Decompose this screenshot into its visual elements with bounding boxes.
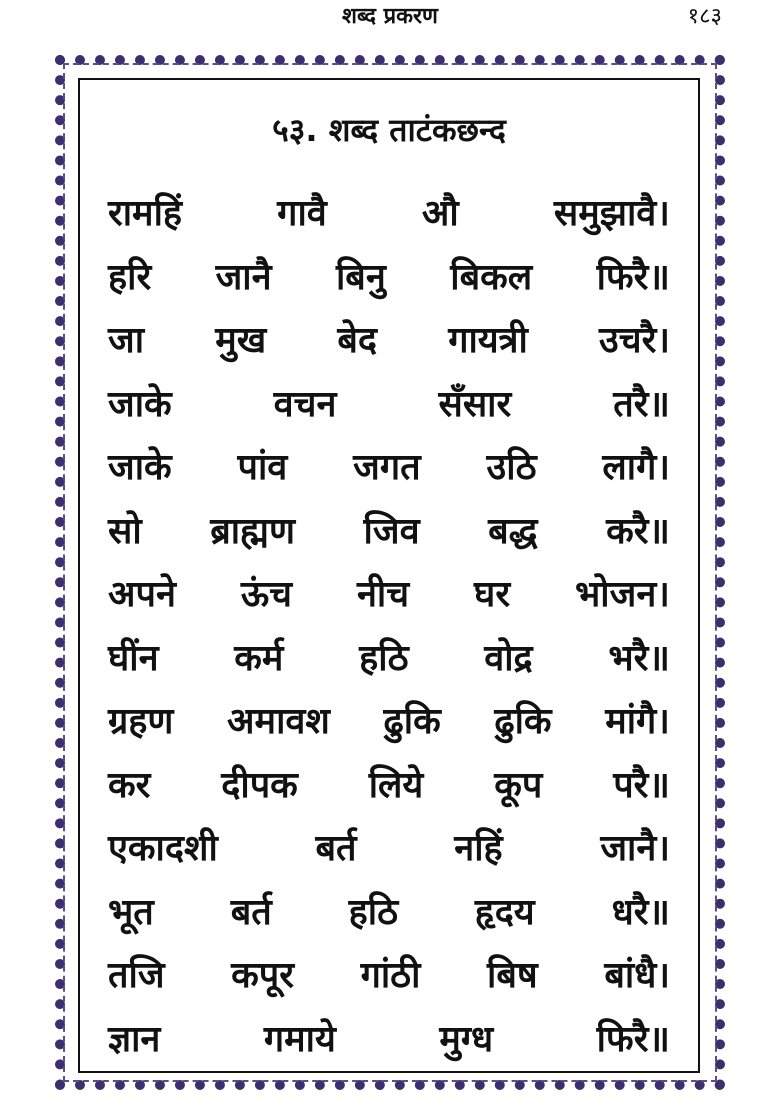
verse-word: औ [421, 193, 459, 235]
verse-word: मुख [215, 320, 267, 362]
verse-block [108, 180, 670, 1069]
verse-line [108, 180, 670, 244]
running-head [0, 0, 780, 30]
verse-word: उचरै। [599, 320, 670, 362]
verse-word: बद्ध [488, 510, 538, 552]
verse-word: कपूर [231, 955, 294, 997]
verse-line [108, 625, 670, 689]
verse-word: जानै। [600, 828, 670, 870]
verse-word: नीच [356, 574, 410, 616]
verse-word: जिव [363, 510, 420, 552]
verse-word: जानै [215, 256, 272, 298]
verse-word: वोद्र [484, 637, 533, 679]
verse-word: गायत्री [448, 320, 528, 362]
verse-word: भूत [108, 891, 154, 933]
verse-word: सो [108, 510, 142, 552]
running-head-title: शब्द प्रकरण [342, 4, 438, 29]
verse-word: ढुकि [494, 701, 552, 743]
verse-word: धरै॥ [611, 891, 670, 933]
verse-word: बांधै। [604, 955, 670, 997]
verse-word: समुझावै। [553, 193, 670, 235]
verse-word: भरै॥ [608, 637, 670, 679]
verse-word: घर [474, 574, 511, 616]
verse-word: ऊंच [240, 574, 292, 616]
verse-word: बिष [487, 955, 538, 997]
verse-line [108, 498, 670, 562]
verse-word: एकादशी [108, 828, 218, 870]
verse-line [108, 1006, 670, 1070]
verse-word: भोजन। [574, 574, 670, 616]
verse-word: तजि [108, 955, 165, 997]
verse-line [108, 752, 670, 816]
verse-word: ब्राह्मण [210, 510, 295, 552]
verse-line [108, 434, 670, 498]
verse-word: कूप [494, 764, 543, 806]
verse-word: मुग्ध [439, 1018, 494, 1060]
verse-word: सँसार [438, 383, 512, 425]
verse-word: हरि [108, 256, 152, 298]
verse-word: बिकल [450, 256, 533, 298]
verse-word: नहिं [454, 828, 503, 870]
verse-word: मांगै। [605, 701, 670, 743]
section-heading: ५३. शब्द ताटंकछन्द [272, 111, 506, 149]
page-number: १८३ [687, 4, 722, 29]
verse-line [108, 879, 670, 943]
verse-word: बर्त [315, 828, 357, 870]
verse-line [108, 942, 670, 1006]
verse-word: हठि [348, 891, 399, 933]
verse-word: बिनु [335, 256, 386, 298]
verse-word: गांठी [360, 955, 421, 997]
verse-word: गमाये [263, 1018, 336, 1060]
verse-word: जाके [108, 447, 172, 489]
verse-word: ढुकि [383, 701, 441, 743]
verse-line [108, 371, 670, 435]
verse-word: हृदय [474, 891, 535, 933]
verse-word: गावै [277, 193, 327, 235]
verse-word: उठि [486, 447, 537, 489]
verse-word: फिरै॥ [596, 256, 670, 298]
verse-word: रामहिं [108, 193, 183, 235]
verse-word: लिये [368, 764, 424, 806]
verse-word: बर्त [230, 891, 272, 933]
verse-word: कर [108, 764, 151, 806]
verse-word: घींन [108, 637, 159, 679]
verse-word: फिरै॥ [596, 1018, 670, 1060]
verse-word: परै॥ [613, 764, 670, 806]
verse-word: पांव [237, 447, 288, 489]
verse-word: जगत [353, 447, 421, 489]
verse-word: हठि [359, 637, 409, 679]
verse-word: कर्म [234, 637, 284, 679]
verse-word: दीपक [221, 764, 298, 806]
verse-word: अमावश [227, 701, 330, 743]
verse-word: अपने [108, 574, 176, 616]
verse-word: वचन [273, 383, 337, 425]
verse-word: लागै। [602, 447, 670, 489]
verse-line [108, 244, 670, 308]
verse-line [108, 688, 670, 752]
verse-word: जा [108, 320, 145, 362]
verse-word: करै॥ [606, 510, 670, 552]
verse-word: ज्ञान [108, 1018, 161, 1060]
verse-word: जाके [108, 383, 172, 425]
verse-word: बेद [337, 320, 378, 362]
verse-word: ग्रहण [108, 701, 174, 743]
verse-word: तरै॥ [613, 383, 670, 425]
verse-line [108, 815, 670, 879]
verse-line [108, 307, 670, 371]
verse-line [108, 561, 670, 625]
